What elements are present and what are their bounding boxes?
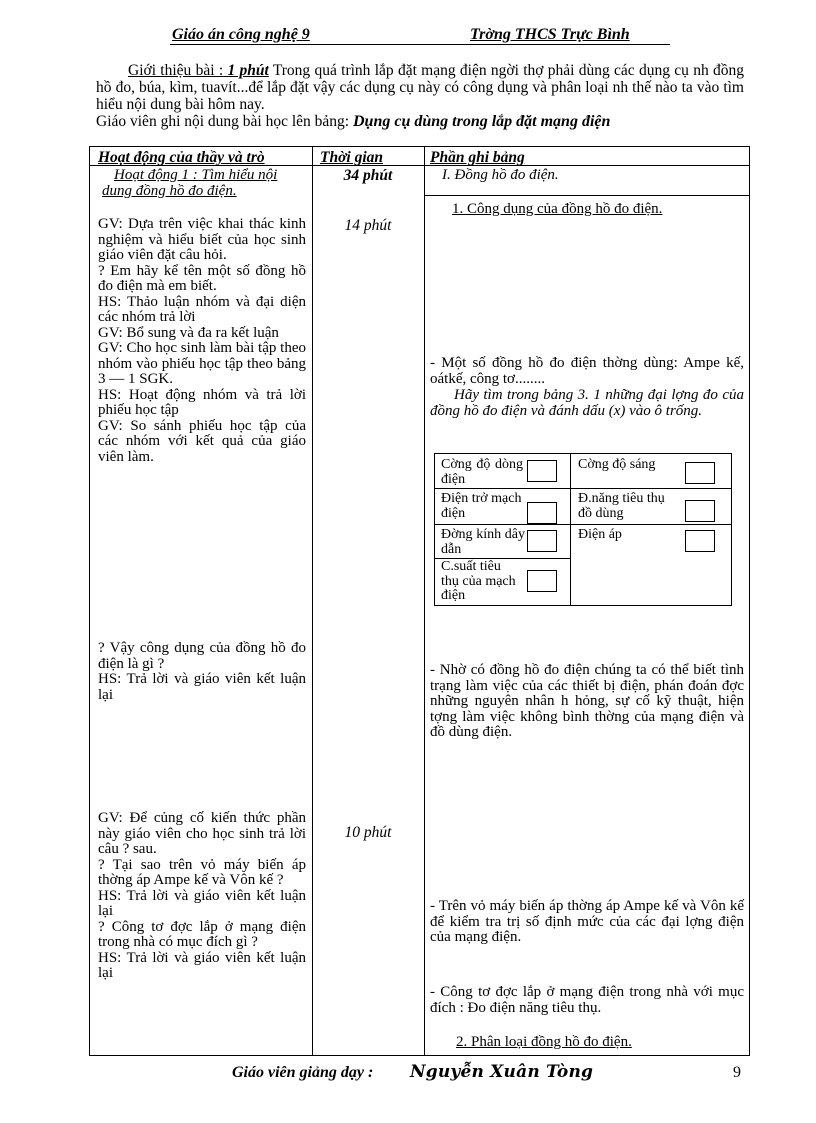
left-block-3: GV: Để củng cố kiến thức phần này giáo viên cho học sinh trả lời câu ? sau. ? Tại sao trên vỏ máy biến áp thờng áp Ampe kế và Vôn kế ? HS: Trả lời và giáo viên kết luận lại ? Công tơ đợc lắp ở mạng điện trong nhà có mục đích gì ? HS: Trả lời và giáo viên kết luận lại (98, 810, 306, 981)
activity-time: 34 phút (343, 167, 393, 184)
checklist-item: Đờng kính dây dẫn (441, 527, 525, 557)
checklist-item: Cờng độ dòng điện (441, 457, 523, 487)
activity-title: Hoạt động 1 : Tìm hiểu nội dung đồng hồ đo điện. (102, 167, 278, 199)
subsection-1-title: 1. Công dụng của đồng hồ đo điện. (452, 201, 663, 217)
intro-label: Giới thiệu bài : 1 phút (128, 62, 269, 79)
left-block-1: GV: Dựa trên việc khai thác kinh nghiệm và hiểu biết của học sinh giáo viên đặt câu hỏi. ? Em hãy kể tên một số đồng hồ đo điện mà em biết. HS: Thảo luận nhóm và đại diện các nhóm trả lời GV: Bổ sung và đa ra kết luận GV: Cho học sinh làm bài tập theo nhóm vào phiếu học tập theo bảng 3 — 1 SGK. HS: Hoạt động nhóm và trả lời phiếu học tập GV: So sánh phiếu học tập của các nhóm với kết quả của giáo viên làm. (98, 216, 306, 465)
checklist-item: C.suất tiêu thụ của mạch điện (441, 559, 516, 603)
checkbox[interactable] (527, 460, 557, 482)
right-block-2: - Nhờ có đồng hồ đo điện chúng ta có thể biết tình trạng làm việc của các thiết bị điện, phán đoán đợc những nguyên nhân h hỏng, sự cố kỹ thuật, hiện tợng làm việc không bình thờng của mạng điện và đồ dùng điện. (430, 662, 744, 740)
table-header-board: Phần ghi bảng (430, 149, 525, 166)
intro-line2-prefix: Giáo viên ghi nội dung bài học lên bảng: (96, 113, 350, 130)
checklist-item: Cờng độ sáng (578, 457, 656, 472)
checkbox[interactable] (527, 530, 557, 552)
checkbox[interactable] (685, 462, 715, 484)
checklist-item: Đ.năng tiêu thụ đồ dùng (578, 491, 665, 521)
intro-body: Trong quá trình lắp đặt mạng điện ngời thợ phải dùng các dụng cụ nh đồng hồ đo, búa, kìm, tuavít...để lắp đặt vậy các dụng cụ này có công dụng và phân loại nh thế nào ta vào tìm hiểu nội dung bài hôm nay. (96, 62, 744, 113)
header-underline (170, 44, 670, 45)
right-block-3b: - Công tơ đợc lắp ở mạng điện trong nhà với mục đích : Đo điện năng tiêu thụ. (430, 984, 744, 1016)
table-header-activity: Hoạt động của thầy và trò (98, 149, 265, 166)
intro-paragraph (96, 62, 744, 130)
time-10: 10 phút (344, 824, 392, 841)
table-column-divider (312, 147, 313, 1055)
footer-label: Giáo viên giảng dạy : (232, 1064, 374, 1081)
checklist-divider (435, 488, 731, 489)
left-block-2: ? Vậy công dụng của đồng hồ đo điện là gì ? HS: Trả lời và giáo viên kết luận lại (98, 640, 306, 703)
checklist-item: Điện trở mạch điện (441, 491, 522, 521)
lesson-table (89, 146, 750, 1056)
right-block-3a: - Trên vỏ máy biến áp thờng áp Ampe kế và Vôn kế để kiểm tra trị số định mức của các đại lợng điện của mạng điện. (430, 898, 744, 945)
checklist-divider (435, 524, 731, 525)
checklist-item: Điện áp (578, 527, 622, 542)
checkbox[interactable] (527, 502, 557, 524)
table-column-divider (424, 147, 425, 1055)
checkbox[interactable] (527, 570, 557, 592)
checklist-divider (570, 454, 571, 605)
section-title: I. Đồng hồ đo điện. (442, 167, 559, 183)
header-school: Trờng THCS Trực Bình (470, 26, 630, 43)
header-subject: Giáo án công nghệ 9 (172, 26, 310, 43)
measurement-checklist (434, 453, 732, 606)
section-divider (424, 195, 749, 196)
subsection-2-title: 2. Phân loại đồng hồ đo điện. (456, 1034, 632, 1050)
page-number: 9 (733, 1064, 741, 1081)
lesson-title: Dụng cụ dùng trong lắp đặt mạng điện (353, 113, 611, 130)
table-header-time: Thời gian (320, 149, 384, 166)
teacher-signature: Nguyễn Xuân Tòng (410, 1062, 594, 1082)
right-block-1-task: Hãy tìm trong bảng 3. 1 những đại lợng đo của đồng hồ đo điện và đánh dấu (x) vào ô trống. (430, 387, 744, 419)
right-block-1: - Một số đồng hồ đo điện thờng dùng: Ampe kế, oátkế, công tơ........ (430, 355, 744, 387)
time-14: 14 phút (344, 217, 392, 234)
checkbox[interactable] (685, 530, 715, 552)
checkbox[interactable] (685, 500, 715, 522)
